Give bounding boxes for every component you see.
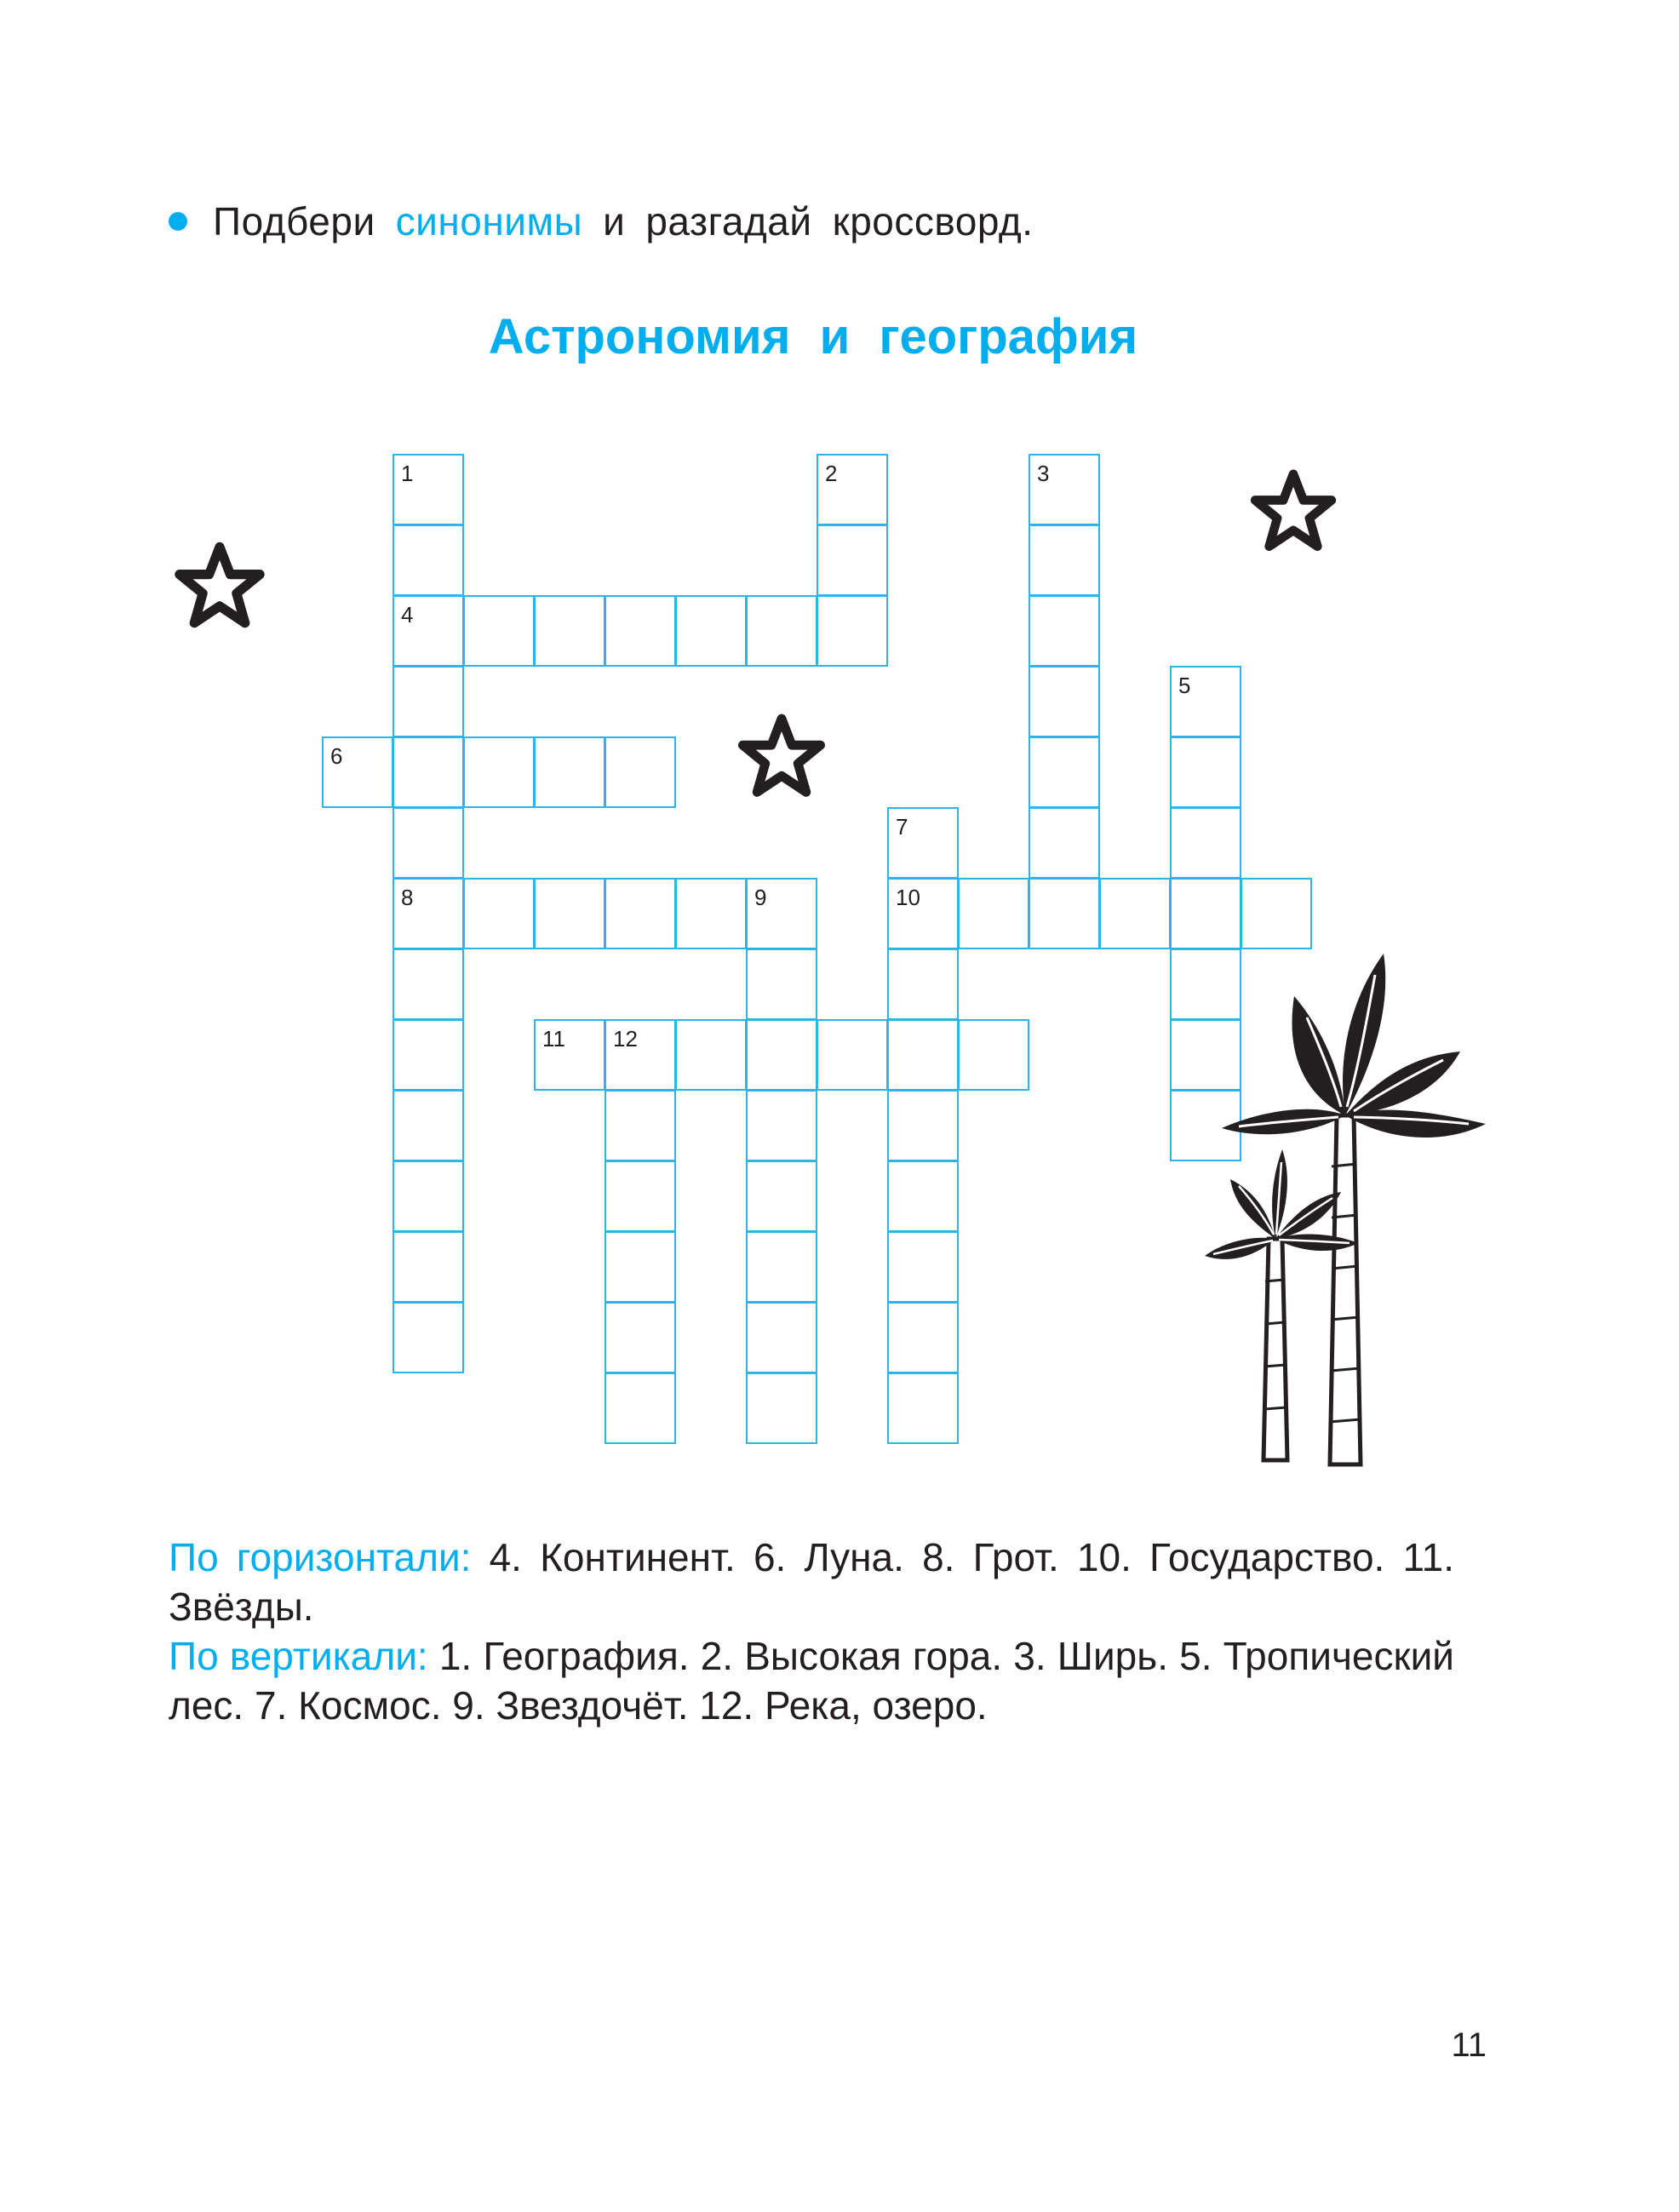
crossword-cell[interactable]: [746, 595, 817, 667]
crossword-cell[interactable]: [1099, 878, 1171, 949]
crossword-cell[interactable]: [675, 878, 747, 949]
crossword-cell[interactable]: [393, 878, 464, 949]
crossword-cell[interactable]: [1241, 878, 1312, 949]
crossword-cell[interactable]: [887, 1160, 959, 1232]
crossword-cell[interactable]: [746, 878, 817, 949]
clue-number: 2: [825, 461, 838, 486]
crossword-cell[interactable]: [1029, 454, 1100, 525]
crossword-cell[interactable]: [605, 1372, 676, 1444]
crossword-cell[interactable]: [746, 1231, 817, 1303]
crossword-cell[interactable]: [393, 1231, 464, 1303]
crossword-cell[interactable]: [393, 595, 464, 667]
star-icon: [1243, 464, 1344, 564]
crossword-cell[interactable]: [1029, 878, 1100, 949]
crossword-cell[interactable]: [1170, 807, 1241, 879]
crossword-cell[interactable]: [605, 1231, 676, 1303]
crossword-cell[interactable]: [605, 1302, 676, 1373]
crossword-cell[interactable]: [463, 878, 535, 949]
crossword-cell[interactable]: [534, 878, 605, 949]
clue-number: 6: [330, 743, 343, 769]
clue-number: 1: [401, 461, 414, 486]
clues-down: [169, 1631, 1454, 1730]
crossword-cell[interactable]: [746, 1019, 817, 1091]
crossword-cell[interactable]: [393, 948, 464, 1020]
clue-number: 3: [1037, 461, 1050, 486]
star-icon: [167, 536, 272, 642]
crossword-cell[interactable]: [1029, 666, 1100, 737]
crossword-cell[interactable]: [1170, 666, 1241, 737]
crossword-cell[interactable]: [605, 736, 676, 808]
clue-number: 7: [896, 814, 908, 840]
crossword-cell[interactable]: [746, 1160, 817, 1232]
clues: [169, 1533, 1454, 1730]
crossword-cell[interactable]: [817, 595, 888, 667]
crossword-cell[interactable]: [605, 595, 676, 667]
clue-number: 12: [613, 1026, 638, 1052]
crossword-cell[interactable]: [393, 524, 464, 596]
crossword-cell[interactable]: [393, 1302, 464, 1373]
down-label: По вертикали:: [169, 1634, 428, 1678]
clue-number: 8: [401, 885, 414, 910]
crossword-cell[interactable]: [958, 1019, 1029, 1091]
crossword-cell[interactable]: [1029, 595, 1100, 667]
crossword-cell[interactable]: [887, 1231, 959, 1303]
across-label: По горизонтали:: [169, 1535, 472, 1579]
down-text: 1. География. 2. Высокая гора. 3. Ширь. 5. Тропический лес. 7. Космос. 9. Звездочёт. 12. Река, озеро.: [169, 1634, 1455, 1728]
crossword-cell[interactable]: [605, 878, 676, 949]
crossword-cell[interactable]: [958, 878, 1029, 949]
crossword-cell[interactable]: [1029, 524, 1100, 596]
crossword-cell[interactable]: [605, 1019, 676, 1091]
instruction-word: и: [603, 199, 626, 244]
crossword-cell[interactable]: [605, 1090, 676, 1161]
crossword-cell[interactable]: [463, 595, 535, 667]
page-title: Астрономия и география: [488, 309, 1138, 364]
instruction-word: разгадай: [645, 199, 812, 244]
crossword-cell[interactable]: [746, 1090, 817, 1161]
crossword-cell[interactable]: [534, 736, 605, 808]
clue-number: 9: [754, 885, 767, 910]
instruction-word: кроссворд.: [832, 199, 1034, 244]
clue-number: 4: [401, 602, 414, 627]
crossword-cell[interactable]: [817, 1019, 888, 1091]
crossword-cell[interactable]: [322, 736, 393, 808]
crossword-cell[interactable]: [675, 1019, 747, 1091]
clues-across: [169, 1533, 1454, 1631]
crossword-cell[interactable]: [605, 1160, 676, 1232]
crossword-cell[interactable]: [887, 1302, 959, 1373]
crossword-cell[interactable]: [393, 1019, 464, 1091]
crossword-cell[interactable]: [393, 454, 464, 525]
clue-number: 11: [542, 1026, 565, 1052]
crossword-cell[interactable]: [393, 666, 464, 737]
crossword-cell[interactable]: [534, 1019, 605, 1091]
crossword-cell[interactable]: [393, 736, 464, 808]
crossword-cell[interactable]: [817, 454, 888, 525]
page-number: 11: [1451, 2026, 1487, 2064]
across-text: 4. Континент. 6. Луна. 8. Грот. 10. Государство. 11. Звёзды.: [169, 1535, 1454, 1629]
crossword-cell[interactable]: [746, 1302, 817, 1373]
crossword-cell[interactable]: [746, 948, 817, 1020]
crossword-cell[interactable]: [887, 1090, 959, 1161]
instruction-word: Подбери: [213, 199, 375, 244]
crossword-cell[interactable]: [746, 1372, 817, 1444]
crossword-cell[interactable]: [887, 878, 959, 949]
crossword-cell[interactable]: [887, 1019, 959, 1091]
crossword-cell[interactable]: [675, 595, 747, 667]
crossword-cell[interactable]: [1029, 736, 1100, 808]
crossword-cell[interactable]: [463, 736, 535, 808]
crossword-cell[interactable]: [1170, 736, 1241, 808]
crossword-cell[interactable]: [887, 1372, 959, 1444]
clue-number: 5: [1178, 673, 1191, 698]
crossword-cell[interactable]: [1029, 807, 1100, 879]
crossword-cell[interactable]: [887, 807, 959, 879]
star-icon: [731, 708, 833, 811]
palm-trees-icon: [1201, 949, 1507, 1477]
crossword-cell[interactable]: [817, 524, 888, 596]
crossword-cell[interactable]: [393, 1160, 464, 1232]
clue-number: 10: [896, 885, 920, 910]
crossword-cell[interactable]: [1170, 878, 1241, 949]
crossword-cell[interactable]: [393, 1090, 464, 1161]
crossword-cell[interactable]: [534, 595, 605, 667]
instruction-highlight: синонимы: [395, 199, 583, 244]
crossword-cell[interactable]: [887, 948, 959, 1020]
crossword-cell[interactable]: [393, 807, 464, 879]
